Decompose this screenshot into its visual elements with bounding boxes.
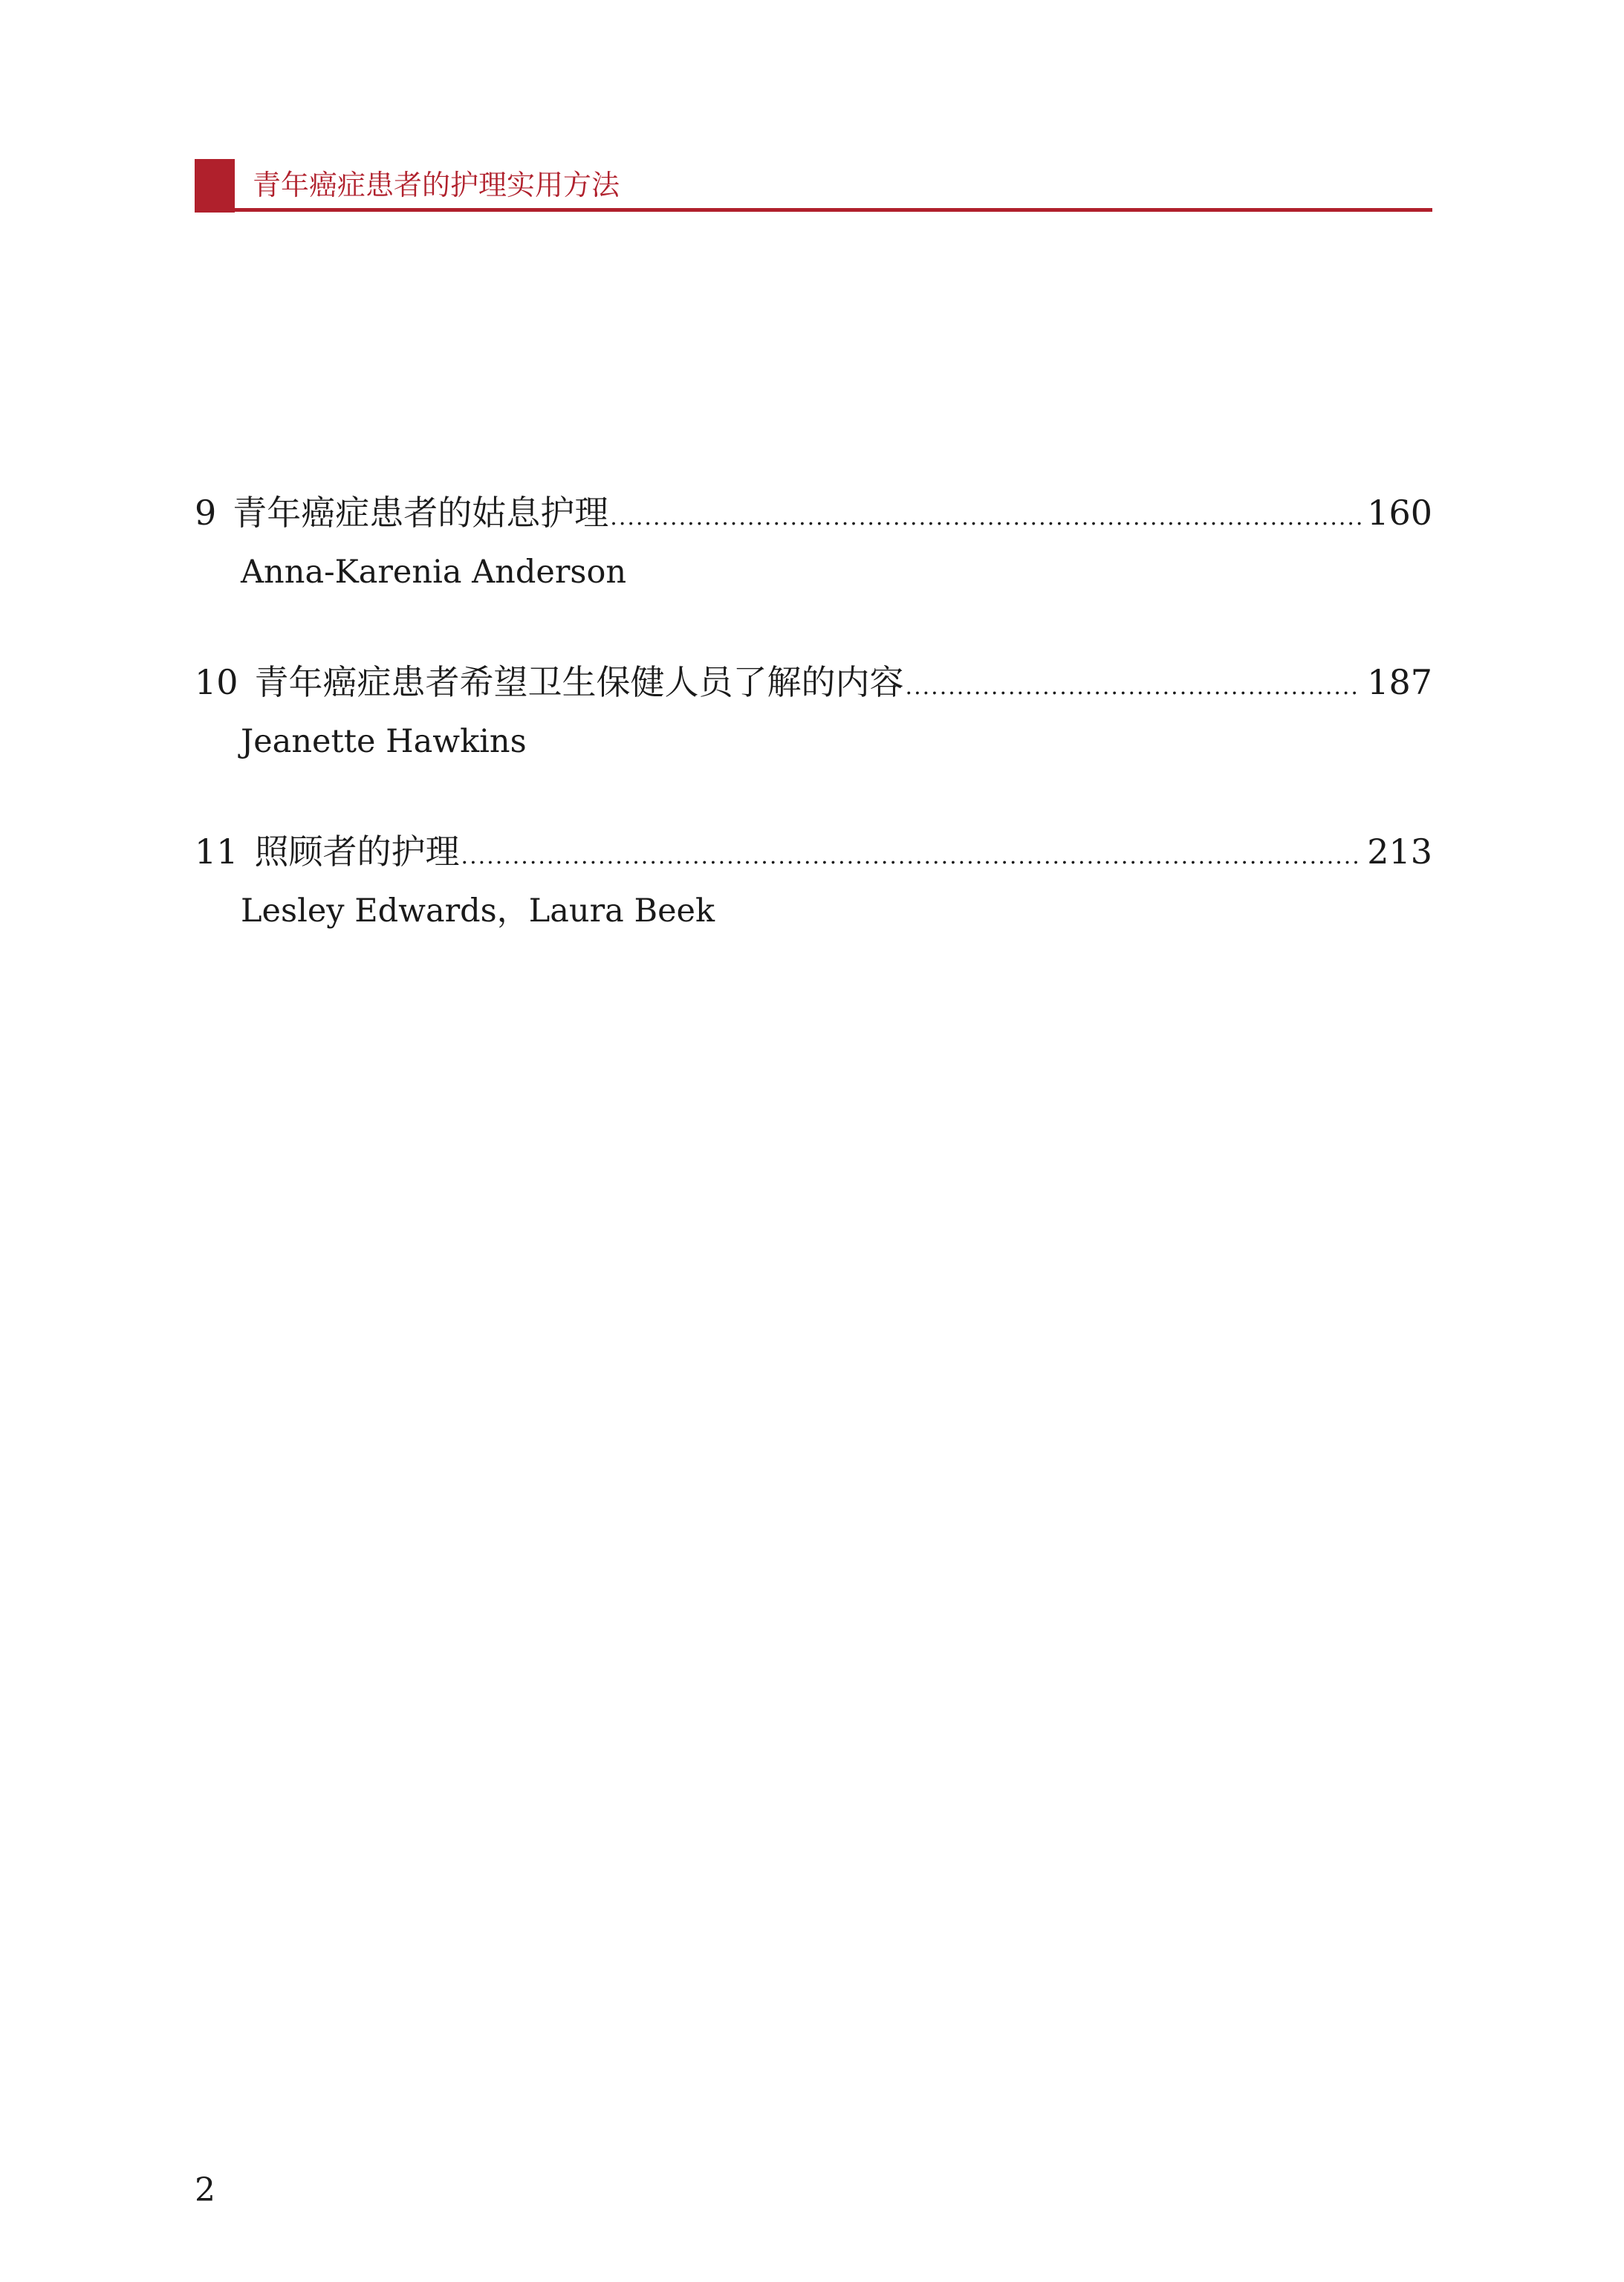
toc-line <box>195 822 1432 881</box>
chapter-title[interactable]: 青年癌症患者希望卫生保健人员了解的内容 <box>254 662 904 702</box>
toc-line <box>195 652 1432 712</box>
chapter-number: 9 <box>195 493 217 533</box>
toc-line <box>195 483 1432 542</box>
book-title: 青年癌症患者的护理实用方法 <box>253 169 620 201</box>
page-number: 2 <box>195 2171 215 2209</box>
toc-entry[interactable] <box>195 483 1432 602</box>
chapter-page[interactable]: 213 <box>1367 832 1432 872</box>
chapter-authors: Jeanette Hawkins <box>241 723 527 760</box>
dot-leader <box>610 488 1361 548</box>
toc-entry[interactable] <box>195 822 1432 941</box>
dot-leader <box>461 827 1362 886</box>
chapter-title[interactable]: 青年癌症患者的姑息护理 <box>233 493 609 533</box>
chapter-title[interactable]: 照顾者的护理 <box>254 832 460 872</box>
toc-entry[interactable] <box>195 652 1432 771</box>
chapter-page[interactable]: 187 <box>1367 662 1432 702</box>
chapter-page[interactable]: 160 <box>1367 493 1432 533</box>
running-header <box>195 159 1432 213</box>
chapter-authors: Lesley Edwards，Laura Beek <box>241 892 715 930</box>
header-color-block <box>195 159 235 213</box>
header-rule <box>195 208 1432 212</box>
chapter-authors: Anna-Karenia Anderson <box>241 554 627 591</box>
table-of-contents <box>195 483 1432 941</box>
dot-leader <box>906 658 1362 717</box>
chapter-number: 11 <box>195 832 238 872</box>
chapter-number: 10 <box>195 662 238 702</box>
